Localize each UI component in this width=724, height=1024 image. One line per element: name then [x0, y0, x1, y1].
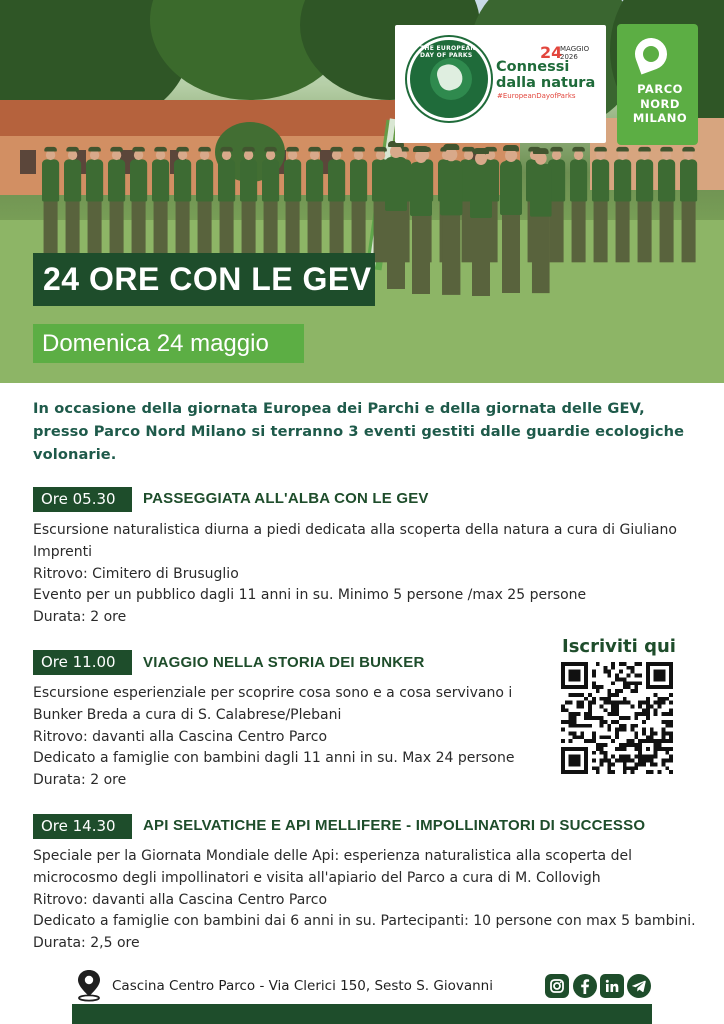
- event-line: Escursione naturalistica diurna a piedi dedicata alla scoperta della natura a cura di Giuliano: [33, 522, 677, 538]
- seal-text: THE EUROPEAN DAY OF PARKS: [420, 45, 476, 59]
- event-description: [33, 520, 677, 629]
- event-meeting-point: Ritrovo: davanti alla Cascina Centro Parco: [33, 728, 328, 745]
- event-duration: Durata: 2,5 ore: [33, 935, 140, 952]
- europe-map-icon: [407, 37, 491, 121]
- parco-nord-milano-logo: [617, 24, 698, 145]
- page-title: 24 ORE CON LE GEV: [33, 253, 375, 306]
- event-line: Bunker Breda a cura di S. Calabrese/Plebani: [33, 706, 342, 723]
- event-title: API SELVATICHE E API MELLIFERE - IMPOLLINATORI DI SUCCESSO: [143, 817, 646, 834]
- event-description: [33, 683, 514, 792]
- facebook-icon[interactable]: [573, 974, 597, 998]
- event-audience: Dedicato a famiglie con bambini dai 6 anni in su. Partecipanti: 10 persone con max 5 bambini.: [33, 913, 696, 930]
- event-time-badge: Ore 14.30: [33, 814, 132, 839]
- event-line: microcosmo degli impollinatori e visita all'apiario del Parco a cura di M. Collovigh: [33, 869, 601, 886]
- event-line: Speciale per la Giornata Mondiale delle Api: esperienza naturalistica alla scoperta del: [33, 848, 632, 864]
- event-title: VIAGGIO NELLA STORIA DEI BUNKER: [143, 654, 425, 671]
- event-date-badge: Domenica 24 maggio: [33, 324, 304, 363]
- event-duration: Durata: 2 ore: [33, 772, 127, 789]
- signup-qr-code[interactable]: [561, 662, 673, 774]
- event-meeting-point: Ritrovo: Cimitero di Brusuglio: [33, 565, 239, 582]
- event-title: PASSEGGIATA ALL'ALBA CON LE GEV: [143, 490, 429, 507]
- event-meeting-point: Ritrovo: davanti alla Cascina Centro Parco: [33, 891, 328, 908]
- linkedin-icon[interactable]: [600, 974, 624, 998]
- european-day-of-parks-logo: [395, 25, 606, 143]
- logo-hashtag: #EuropeanDayofParks: [497, 92, 576, 100]
- venue-address: Cascina Centro Parco - Via Clerici 150, Sesto S. Giovanni: [112, 978, 493, 994]
- location-pin-icon: [74, 968, 104, 1002]
- intro-text: In occasione della giornata Europea dei Parchi e della giornata delle GEV, presso Parco Nord Milano si terranno 3 eventi gestiti dalle guardie ecologiche volonarie.: [33, 400, 685, 463]
- park-name: PARCO NORD MILANO: [632, 82, 688, 125]
- event-time-badge: Ore 05.30: [33, 487, 132, 512]
- event-description: [33, 846, 696, 955]
- event-line: Escursione esperienziale per scoprire cosa sono e a cosa servivano i: [33, 685, 513, 701]
- event-line: Imprenti: [33, 543, 92, 560]
- signup-label: Iscriviti qui: [562, 636, 676, 657]
- logo-month-year: MAGGIO 2026: [560, 45, 590, 61]
- event-audience: Evento per un pubblico dagli 11 anni in su. Minimo 5 persone /max 25 persone: [33, 587, 587, 604]
- hero-photo: [0, 0, 724, 383]
- event-duration: Durata: 2 ore: [33, 609, 127, 626]
- footer-bar: [72, 1004, 652, 1024]
- telegram-icon[interactable]: [627, 974, 651, 998]
- logo-title: Connessi dalla natura: [496, 59, 596, 91]
- event-time-badge: Ore 11.00: [33, 650, 132, 675]
- instagram-icon[interactable]: [545, 974, 569, 998]
- event-audience: Dedicato a famiglie con bambini dagli 11 anni in su. Max 24 persone: [33, 750, 515, 767]
- logo-day: 24: [540, 43, 563, 62]
